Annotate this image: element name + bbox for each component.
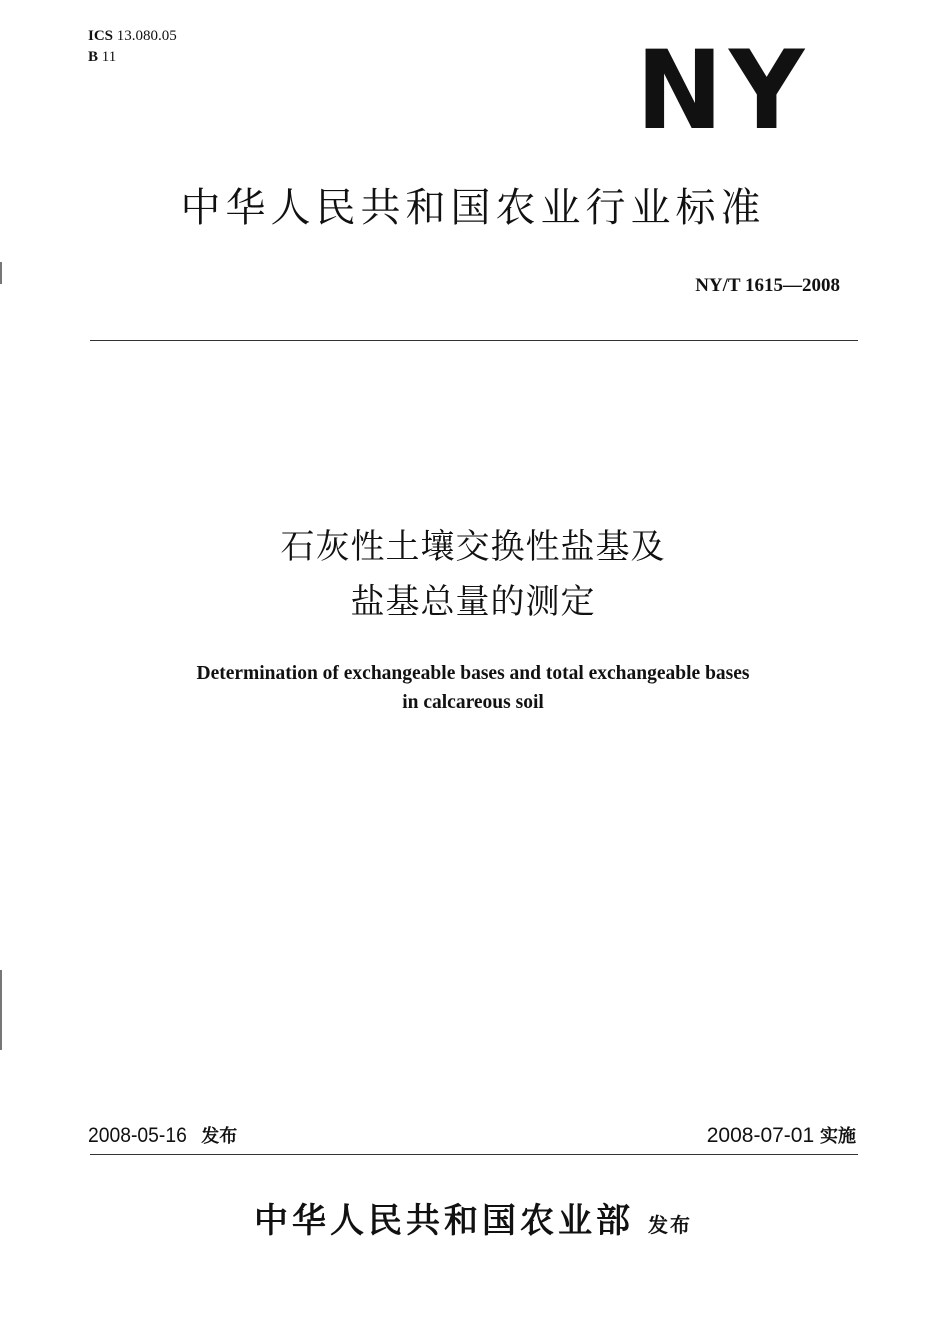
publisher-line	[88, 1193, 858, 1242]
class-code	[88, 47, 177, 68]
effective-label: 实施	[820, 1126, 856, 1147]
scan-edge-mark	[0, 970, 2, 1050]
title-en-line1: Determination of exchangeable bases and total exchangeable bases	[196, 663, 750, 684]
title-cn-line2: 盐基总量的测定	[350, 582, 596, 622]
ics-value: 13.080.05	[116, 28, 177, 44]
header-divider	[90, 340, 858, 341]
effective-date: 2008-07-01	[706, 1124, 815, 1147]
class-label: B	[88, 49, 99, 65]
classification-codes	[88, 26, 177, 68]
publisher-name: 中华人民共和国农业部	[254, 1201, 634, 1241]
issue-label: 发布	[201, 1126, 238, 1147]
ics-code	[88, 26, 177, 47]
class-value: 11	[101, 49, 117, 65]
effective-date-block	[707, 1122, 856, 1148]
title-cn-line1: 石灰性土壤交换性盐基及	[280, 527, 666, 567]
scan-edge-mark	[0, 262, 2, 284]
ics-label: ICS	[88, 28, 114, 44]
standard-code: NY/T 1615—2008	[695, 275, 840, 296]
standard-type-title: 中华人民共和国农业行业标准	[180, 185, 766, 231]
issue-date: 2008-05-16	[88, 1124, 187, 1147]
ny-logo: NY	[636, 25, 811, 155]
issue-date-block	[88, 1122, 237, 1148]
publisher-action: 发布	[648, 1213, 692, 1237]
title-en-line2: in calcareous soil	[402, 692, 544, 713]
footer-divider	[90, 1154, 858, 1155]
